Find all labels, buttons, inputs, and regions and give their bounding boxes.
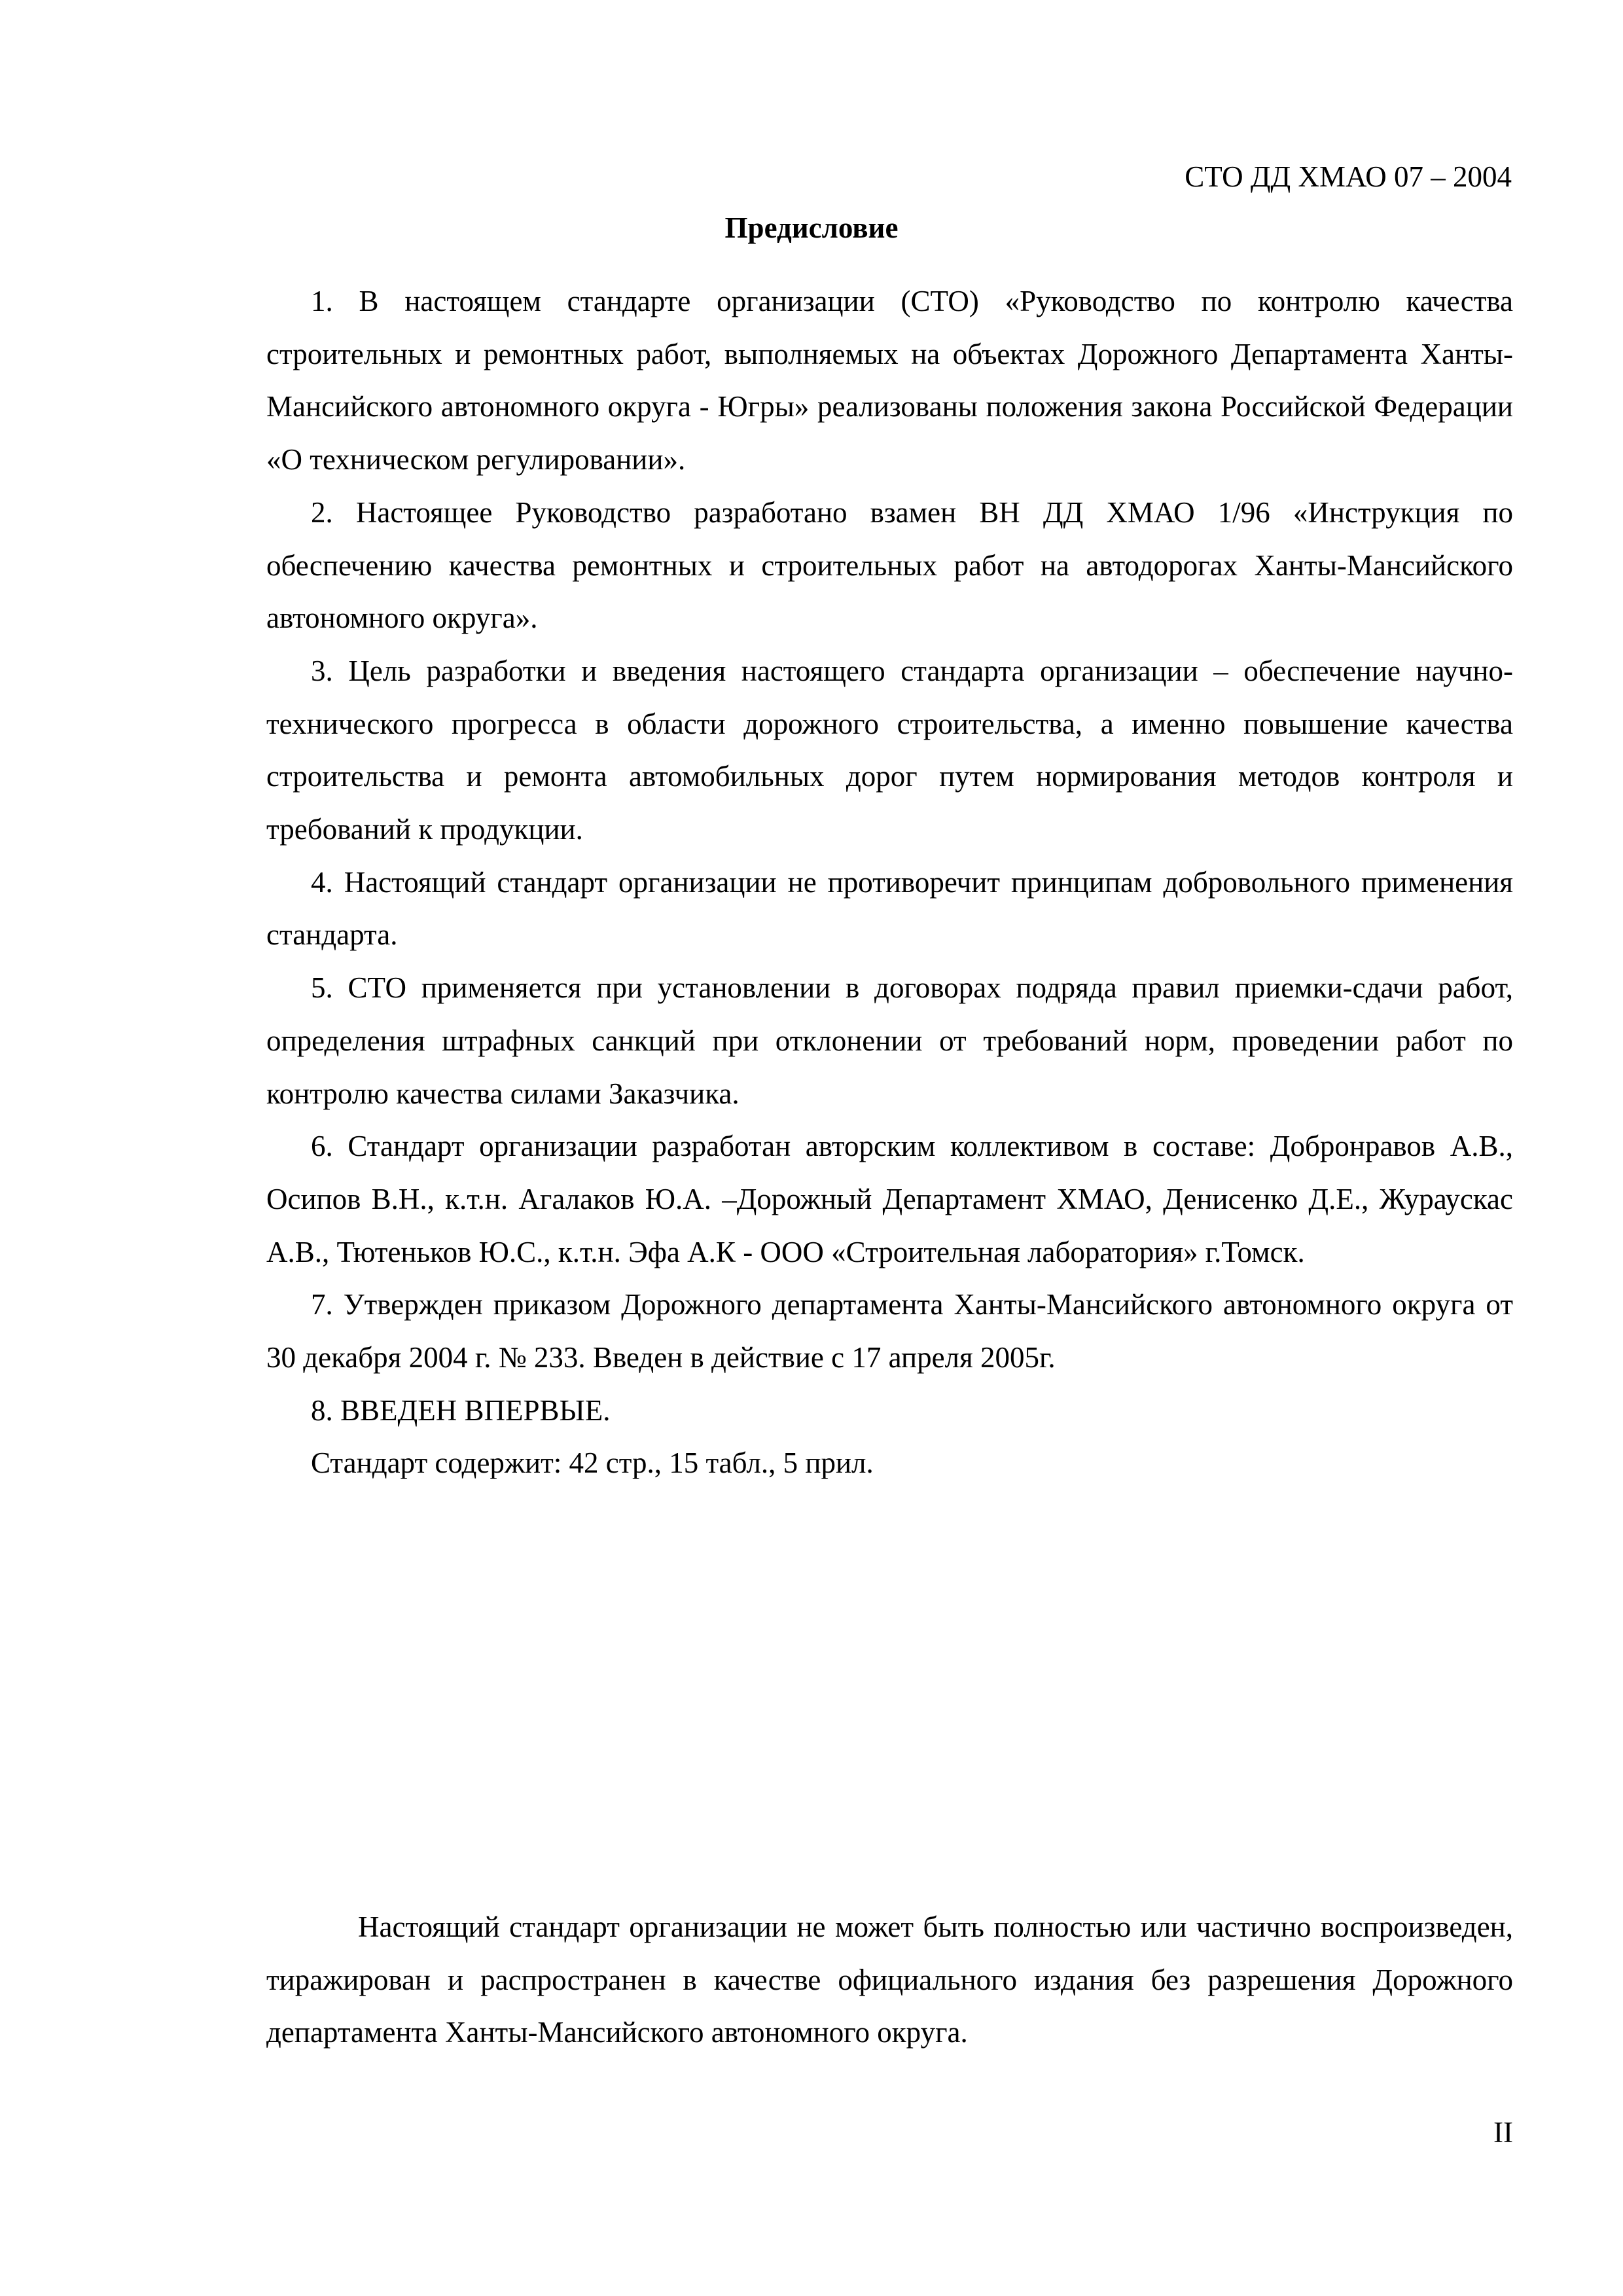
paragraph-7 [266, 1278, 1513, 1384]
page-number: II [1493, 2116, 1513, 2149]
preface-body [266, 275, 1513, 1490]
paragraph-text: Утвержден приказом Дорожного департамента Ханты-Мансийского автономного округа от 30 декабря 2004 г. № 233. Введен в действие с 17 апреля 2005г. [266, 1288, 1513, 1374]
paragraph-text: Стандарт организации разработан авторским коллективом в составе: Добронравов А.В., Осипов В.Н., к.т.н. Агалаков Ю.А. –Дорожный Департамент ХМАО, Денисенко Д.Е., Жураускас А.В., Тютеньков Ю.С., к.т.н. Эфа А.К - ООО «Строительная лаборатория» г.Томск. [266, 1130, 1514, 1268]
paragraph-number: 4. [311, 865, 333, 899]
paragraph-number: 6. [311, 1130, 333, 1163]
paragraph-8 [266, 1384, 1513, 1437]
paragraph-text: СТО применяется при установлении в договорах подряда правил приемки-сдачи работ, определения штрафных санкций при отклонении от требований норм, проведении работ по контролю качества силами Заказчика. [266, 971, 1514, 1110]
paragraph-text: В настоящем стандарте организации (СТО) «Руководство по контролю качества строительных и ремонтных работ, выполняемых на объектах Дорожного Департамента Ханты-Мансийского автономного округа - Югры» реализованы положения закона Российской Федерации «О техническом регулировании». [266, 285, 1514, 476]
paragraph-text: ВВЕДЕН ВПЕРВЫЕ. [340, 1393, 611, 1427]
paragraph-number: 3. [311, 654, 333, 687]
contents-summary: Стандарт содержит: 42 стр., 15 табл., 5 прил. [311, 1446, 874, 1480]
paragraph-5 [266, 961, 1513, 1120]
paragraph-number: 1. [311, 285, 333, 317]
document-code: СТО ДД ХМАО 07 – 2004 [1185, 160, 1512, 193]
paragraph-2 [266, 486, 1513, 645]
copyright-notice: Настоящий стандарт организации не может быть полностью или частично воспроизведен, тиражирован и распространен в качестве официального издания без разрешения Дорожного департамента Ханты-Мансийского автономного округа. [266, 1910, 1513, 2049]
paragraph-text: Настоящий стандарт организации не противоречит принципам добровольного применения стандарта. [266, 865, 1514, 952]
paragraph-number: 5. [311, 971, 333, 1005]
paragraph-3 [266, 645, 1513, 856]
paragraph-6 [266, 1120, 1513, 1278]
paragraph-number: 7. [311, 1288, 333, 1321]
paragraph-number: 8. [311, 1393, 333, 1427]
paragraph-1 [266, 275, 1513, 486]
paragraph-number: 2. [311, 495, 333, 529]
page-title: Предисловие [724, 211, 899, 244]
paragraph-4 [266, 856, 1513, 961]
paragraph-text: Настоящее Руководство разработано взамен ВН ДД ХМАО 1/96 «Инструкция по обеспечению качества ремонтных и строительных работ на автодорогах Ханты-Мансийского автономного округа». [266, 495, 1513, 635]
paragraph-text: Цель разработки и введения настоящего стандарта организации – обеспечение научно-технического прогресса в области дорожного строительства, а именно повышение качества строительства и ремонта автомобильных дорог путем нормирования методов контроля и требований к продукции. [266, 654, 1513, 846]
